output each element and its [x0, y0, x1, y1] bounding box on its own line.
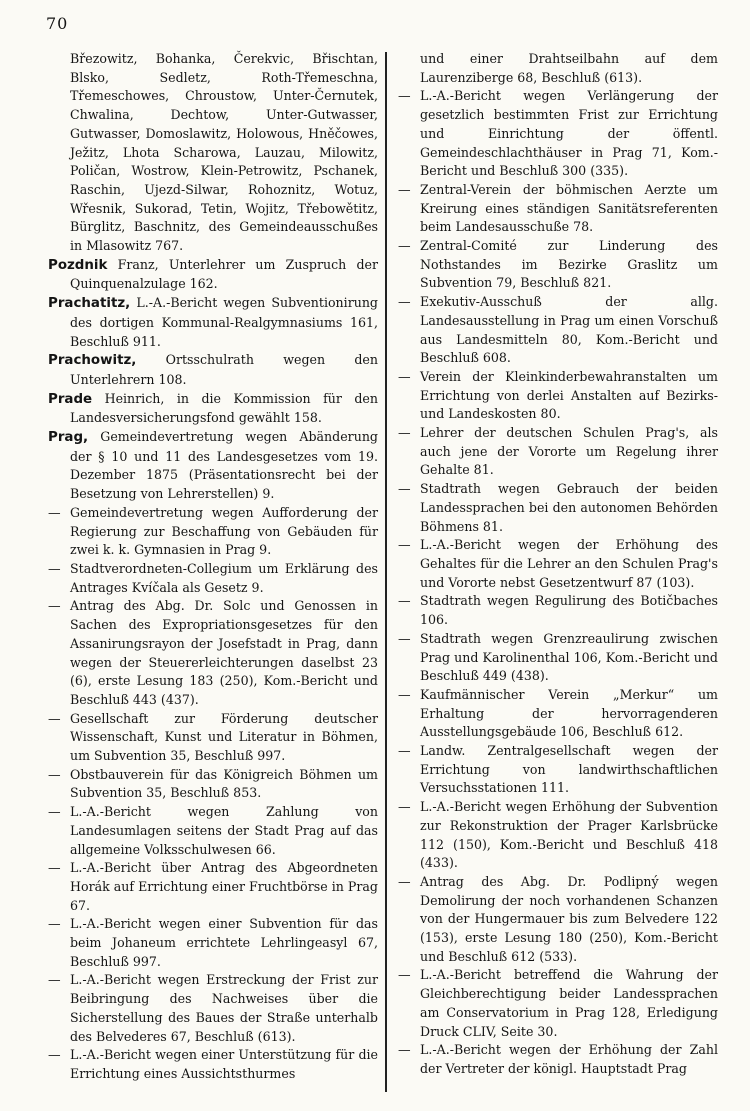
entry-dash: — — [398, 425, 411, 441]
sub-entry — [398, 742, 718, 798]
entry-dash: — — [398, 1042, 411, 1058]
entry-text: L.-A.-Bericht wegen Zahlung von Landesumlagen seitens der Stadt Prag auf das allgemeine Volksschulwesen 66. — [70, 804, 378, 857]
sub-entry — [48, 597, 378, 709]
entry-dash: — — [48, 860, 61, 876]
sub-entry — [398, 181, 718, 237]
entry-text: Stadtrath wegen Gebrauch der beiden Landessprachen bei den autonomen Behörden Böhmens 81. — [420, 481, 718, 534]
entry-text: Exekutiv-Ausschuß der allg. Landesausstellung in Prag um einen Vorschuß aus Landesmitteln 80, Kom.-Bericht und Beschluß 608. — [420, 294, 718, 366]
sub-entry — [398, 630, 718, 686]
entry-text: Kaufmännischer Verein „Merkur“ um Erhaltung der hervorragenderen Ausstellungsgebäude 106, Beschluß 612. — [420, 686, 718, 740]
entry-dash: — — [48, 972, 61, 988]
left-column — [48, 50, 378, 1084]
right-column — [398, 50, 718, 1079]
entry-text: L.-A.-Bericht wegen der Erhöhung des Gehaltes für die Lehrer an den Schulen Prag's und Vororte nebst Gesetzentwurf 87 (103). — [420, 537, 718, 590]
entry-text: Heinrich, in die Kommission für den Landesversicherungsfond gewählt 158. — [70, 390, 378, 426]
entry-dash: — — [48, 766, 61, 782]
entry-dash: — — [398, 593, 411, 609]
entry-text: Antrag des Abg. Dr. Solc und Genossen in Sachen des Expropriationsgesetzes für den Assanirungsrayon der Josefstadt in Prag, dann wegen der Steuererleichterungen daselbst 23 (6), erste Lesung 183 (250), Kom.-Bericht und Beschluß 443 (437). — [70, 598, 378, 707]
entry-dash: — — [398, 294, 411, 310]
sub-entry — [48, 803, 378, 859]
entry-dash: — — [398, 967, 411, 983]
sub-entry — [398, 798, 718, 873]
entry-text: L.-A.-Bericht wegen Erstreckung der Frist zur Beibringung des Nachweises über die Sicherstellung des Baues der Straße unterhalb des Belvederes 67, Beschluß (613). — [70, 972, 378, 1044]
entry-dash: — — [398, 181, 411, 197]
entry-text: L.-A.-Bericht betreffend die Wahrung der Gleichberechtigung beider Landessprachen am Conservatorium in Prag 128, Erledigung Druck CLIV, Seite 30. — [420, 967, 718, 1039]
sub-entry — [48, 504, 378, 560]
sub-entry — [398, 536, 718, 592]
entry-dash: — — [48, 598, 61, 614]
entry-dash: — — [48, 504, 61, 520]
entry-headword: Pozdnik — [48, 257, 108, 273]
sub-entry — [398, 1041, 718, 1078]
index-entry — [48, 351, 378, 389]
entry-dash: — — [398, 799, 411, 815]
index-entry — [48, 428, 378, 504]
sub-entry — [48, 971, 378, 1046]
entry-text: L.-A.-Bericht wegen der Erhöhung der Zahl der Vertreter der königl. Hauptstadt Prag — [420, 1042, 718, 1076]
sub-entry — [398, 966, 718, 1041]
entry-headword: Prag, — [48, 430, 89, 446]
entry-text: Stadtrath wegen Grenzreaulirung zwischen Prag und Karolinenthal 106, Kom.-Bericht und Beschluß 449 (438). — [420, 630, 718, 684]
sub-entry — [398, 873, 718, 967]
sub-entry — [398, 87, 718, 181]
entry-dash: — — [398, 873, 411, 889]
sub-entry — [398, 293, 718, 368]
entry-dash: — — [398, 630, 411, 646]
entry-text: L.-A.-Bericht wegen einer Unterstützung für die Errichtung eines Aussichtsthurmes — [70, 1047, 378, 1081]
entry-headword: Prachatitz, — [48, 296, 131, 312]
entry-text: Gemeindevertretung wegen Abänderung der § 10 und 11 des Landesgesetzes vom 19. Dezember 1875 (Präsentationsrecht bei der Besetzung von Lehrerstellen) 9. — [70, 429, 378, 502]
entry-text: Gesellschaft zur Förderung deutscher Wissenschaft, Kunst und Literatur in Böhmen, um Subvention 35, Beschluß 997. — [70, 710, 378, 764]
sub-entry — [398, 424, 718, 480]
entry-text: und einer Drahtseilbahn auf dem Laurenziberge 68, Beschluß (613). — [420, 51, 718, 85]
entry-dash: — — [398, 537, 411, 553]
entry-dash: — — [398, 368, 411, 384]
entry-text: Ortsschulrath wegen den Unterlehrern 108. — [70, 352, 378, 387]
entry-dash: — — [48, 560, 61, 576]
page-number: 70 — [46, 14, 69, 33]
entry-dash: — — [398, 238, 411, 254]
entry-dash: — — [398, 743, 411, 759]
entry-text: Stadtverordneten-Collegium um Erklärung des Antrages Kvíčala als Gesetz 9. — [70, 560, 378, 595]
entry-text: Zentral-Verein der böhmischen Aerzte um Kreirung eines ständigen Sanitätsreferenten beim Landesausschuße 78. — [420, 181, 718, 235]
sub-entry — [48, 1046, 378, 1083]
sub-entry — [398, 368, 718, 424]
sub-entry — [48, 859, 378, 915]
sub-entry — [48, 915, 378, 971]
entry-text: L.-A.-Bericht wegen Subventionirung des dortigen Kommunal-Realgymnasiums 161, Beschluß 911. — [70, 295, 378, 349]
index-entry — [48, 256, 378, 294]
entry-text: Březowitz, Bohanka, Čerekvic, Břischtan, Blsko, Sedletz, Roth-Třemeschna, Třemeschowes, Chroustow, Unter-Černutek, Chwalina, Dechtow, Unter-Gutwasser, Gutwasser, Domoslawitz, Holowous, Hněčowes, Ježitz, Lhota Scharowa, Lauzau, Milowitz, Poličan, Wostrow, Klein-Petrowitz, Pschanek, Raschin, Ujezd-Silwar, Rohoznitz, Wotuz, Wřesnik, Sukorad, Tetin, Wojitz, Třebowětitz, Bürglitz, Baschnitz, des Gemeindeausschußes in Mlasowitz 767. — [70, 51, 378, 254]
entry-headword: Prade — [48, 391, 93, 407]
entry-dash: — — [48, 804, 61, 820]
sub-entry — [48, 766, 378, 803]
entry-continuation — [398, 50, 718, 87]
sub-entry — [398, 592, 718, 629]
entry-text: Lehrer der deutschen Schulen Prag's, als auch jene der Vororte um Regelung ihrer Gehalte 81. — [420, 425, 718, 478]
entry-text: Gemeindevertretung wegen Aufforderung der Regierung zur Beschaffung von Gebäuden für zwei k. k. Gymnasien in Prag 9. — [70, 504, 378, 558]
entry-dash: — — [398, 686, 411, 702]
entry-dash: — — [398, 88, 411, 104]
entry-continuation — [48, 50, 378, 256]
index-entry — [48, 294, 378, 351]
entry-text: L.-A.-Bericht wegen Erhöhung der Subvention zur Rekonstruktion der Prager Karlsbrücke 112 (150), Kom.-Bericht und Beschluß 418 (433). — [420, 799, 718, 871]
entry-text: L.-A.-Bericht wegen Verlängerung der gesetzlich bestimmten Frist zur Errichtung und Einrichtung der öffentl. Gemeindeschlachthäuser in Prag 71, Kom.-Bericht und Beschluß 300 (335). — [420, 88, 718, 179]
entry-dash: — — [48, 916, 61, 932]
sub-entry — [48, 560, 378, 597]
entry-text: Franz, Unterlehrer um Zuspruch der Quinquenalzulage 162. — [70, 256, 378, 292]
entry-headword: Prachowitz, — [48, 353, 137, 369]
entry-text: Verein der Kleinkinderbewahranstalten um Errichtung von derlei Anstalten auf Bezirks- und Landeskosten 80. — [420, 368, 718, 422]
entry-text: Zentral-Comité zur Linderung des Nothstandes im Bezirke Graslitz um Subvention 79, Beschluß 821. — [420, 238, 718, 291]
entry-text: L.-A.-Bericht über Antrag des Abgeordneten Horák auf Errichtung einer Fruchtbörse in Prag 67. — [70, 860, 378, 913]
entry-text: Antrag des Abg. Dr. Podlipný wegen Demolirung der noch vorhandenen Schanzen von der Hungermauer bis zum Belvedere 122 (153), erste Lesung 180 (250), Kom.-Bericht und Beschluß 612 (533). — [420, 873, 718, 964]
entry-text: Landw. Zentralgesellschaft wegen der Errichtung von landwirthschaftlichen Versuchsstationen 111. — [420, 743, 718, 796]
sub-entry — [48, 710, 378, 766]
entry-text: Stadtrath wegen Regulirung des Botičbaches 106. — [420, 593, 718, 628]
sub-entry — [398, 686, 718, 742]
column-divider — [385, 52, 387, 1092]
entry-text: L.-A.-Bericht wegen einer Subvention für das beim Johaneum errichtete Lehrlingeasyl 67, Beschluß 997. — [70, 916, 378, 969]
entry-text: Obstbauverein für das Königreich Böhmen um Subvention 35, Beschluß 853. — [70, 766, 378, 801]
entry-dash: — — [48, 1047, 61, 1063]
index-entry — [48, 390, 378, 428]
sub-entry — [398, 237, 718, 293]
entry-dash: — — [398, 481, 411, 497]
sub-entry — [398, 480, 718, 536]
entry-dash: — — [48, 710, 61, 726]
